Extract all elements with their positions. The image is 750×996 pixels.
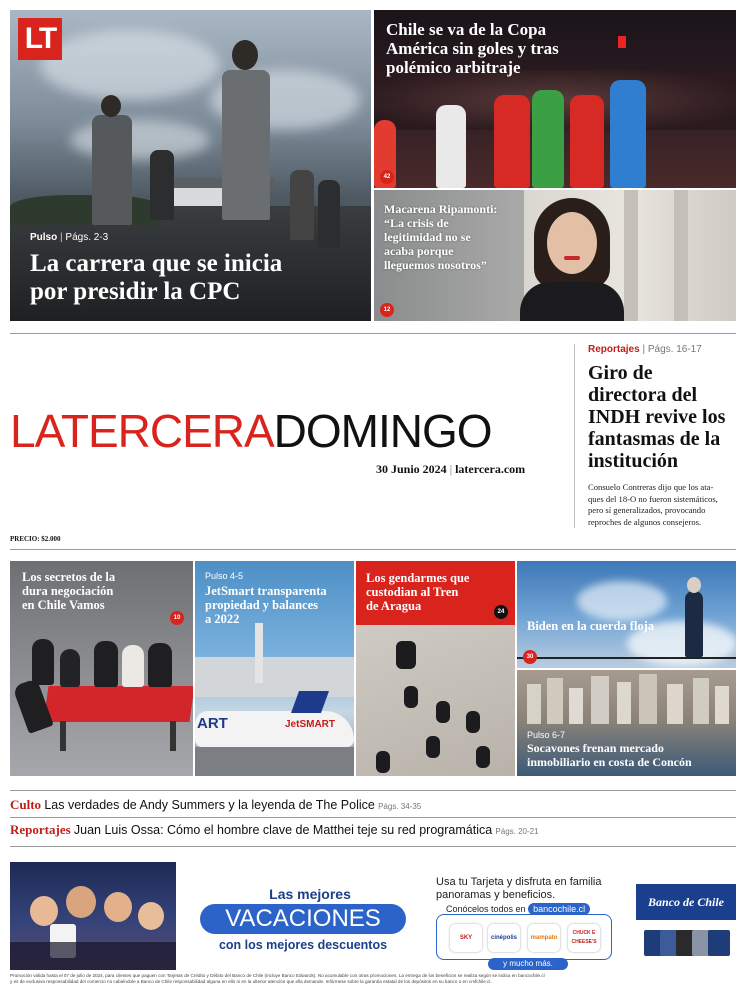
tile-kicker: Pulso 4-5 [205,571,244,581]
lt-logo[interactable]: LT [18,18,62,60]
hero-headline-line: La carrera que se inicia [30,250,283,277]
trees [10,195,160,225]
guard [396,641,416,669]
tile-jetsmart[interactable] [195,561,354,776]
side-pages: Págs. 16-17 [647,344,702,355]
tile-headline-line: inmobiliario en costa de Concón [527,754,692,769]
plane-livery-2: JetSMART [285,719,336,730]
side-headline-line: institución [588,450,679,472]
site-link[interactable]: latercera.com [455,462,526,476]
biden-head [687,577,701,593]
guard [426,736,440,758]
kid-face [30,896,58,926]
portrait-face [547,212,597,274]
link-pages: Págs. 34-35 [378,802,422,811]
side-divider [574,344,575,528]
tile-kicker: Pulso 6-7 [527,730,566,740]
price: PRECIO: $2.000 [10,535,61,543]
cinepolis-logo: cinépolis [488,924,520,952]
sport-headline-line: polémico arbitraje [386,58,521,77]
player-red [494,95,530,188]
side-summary-line: pero sí generalizados, provocando [588,505,706,515]
tile-concon[interactable] [517,670,736,776]
caricature-figure [60,649,80,687]
hero-headline-line: por presidir la CPC [30,278,241,305]
tile-headline-line: a 2022 [205,612,240,626]
guard [476,746,490,768]
tile-headline-line: en Chile Vamos [22,598,105,612]
ad-legal-line: Promoción válida hasta el 07 de julio de 2024, para clientes que paguen con Tarjetas de Crédito y Débito del Banco de Chile (incluye Banco Edwards). No acumulable con otras promociones. La entrega de los beneficios se realiza según se indica en bancochile.cl [10,973,545,978]
guard [466,711,480,733]
tile-headline [366,571,514,613]
sport-headline-line: América sin goles y tras [386,39,559,58]
divider [10,549,736,550]
banco-de-chile-logo: Banco de Chile [636,884,736,920]
ad-know-prefix: Conócelos todos en [446,904,526,914]
link-culto[interactable] [10,797,421,813]
masthead-edition: DOMINGO [273,405,492,457]
mampato-logo: mampato [528,924,560,952]
caricature-figure [94,641,118,687]
page-badge: 24 [494,605,508,619]
sport-headline-line: Chile se va de la Copa [386,20,547,39]
side-headline-line: directora del [588,384,698,406]
link-text: Las verdades de Andy Summers y la leyenda de The Police [44,798,375,812]
tile-headline-line: de Aragua [366,599,422,613]
hero-section: Pulso [30,232,58,243]
tile-headline-line: JetSmart transparenta [205,584,327,598]
tile-headline-line: dura negociación [22,584,114,598]
tile-headline-line: Los gendarmes que [366,571,470,585]
interview-headline-line: lleguemos nosotros” [384,258,487,272]
divider [10,817,736,818]
masthead[interactable] [10,404,492,458]
bank-ad[interactable] [10,862,738,988]
kid-face [138,902,164,930]
control-tower [255,623,263,683]
airplane-tail [291,691,329,713]
hero-pages: Págs. 2-3 [65,232,109,243]
side-kicker: Reportajes | Págs. 16-17 [588,344,702,355]
column [624,190,638,321]
player-white [436,105,466,188]
ad-legal [10,973,738,985]
ad-promo [436,876,636,902]
page-badge: 30 [523,650,537,664]
interview-headline[interactable] [384,202,524,272]
table-leg [170,721,176,751]
portrait-body [520,282,624,321]
caricature-figure [122,645,144,687]
ad-subheadline: con los mejores descuentos [218,938,388,952]
building [527,684,541,724]
ad-link[interactable]: bancochile.cl [528,903,590,915]
divider [10,846,736,847]
sky-logo: SKY [450,924,482,952]
ad-more: y mucho más. [488,958,568,970]
player-green [532,90,564,188]
side-summary-line: Consuelo Contreras dijo que los ata- [588,482,714,492]
tightrope [517,657,736,659]
red-table [43,686,193,722]
interview-headline-line: legitimidad no se [384,230,471,244]
runner-figure [150,150,174,220]
ad-headline: Las mejores [269,886,351,902]
runner-figure [222,70,270,220]
runner-head [101,95,121,117]
runner-figure [290,170,314,240]
ad-promo-line: panoramas y beneficios. [436,889,556,901]
seats [10,942,176,970]
page-badge: 12 [380,303,394,317]
link-section: Reportajes [10,822,71,837]
tile-headline-line: custodian al Tren [366,585,459,599]
side-summary [588,482,738,528]
terminal [195,657,354,697]
cloud [577,581,667,621]
tile-headline-line: propiedad y balances [205,598,318,612]
side-summary-line: ques del 18-O no fueron sistemáticos, [588,493,718,504]
ad-know-more [446,904,590,914]
card [708,930,730,956]
link-pages: Págs. 20-21 [495,827,539,836]
interview-headline-line: Macarena Ripamonti: [384,202,498,216]
building [569,688,583,724]
building [693,678,709,724]
side-headline-line: Giro de [588,362,653,384]
link-text: Juan Luis Ossa: Cómo el hombre clave de Matthei teje su red programática [73,823,493,837]
player-red [570,95,604,188]
tarmac [195,747,354,776]
link-reportajes[interactable] [10,822,539,838]
runner-figure [318,180,340,248]
tile-headline [205,584,353,626]
tile-headline [527,742,735,769]
tile-chile-vamos[interactable] [10,561,193,776]
building [715,686,729,724]
plane-livery: ART [197,715,228,732]
hero-kicker: Pulso | Págs. 2-3 [30,232,109,243]
portrait-lips [564,256,580,260]
side-headline-line: fantasmas de la [588,428,721,450]
interview-headline-line: “La crisis de [384,216,449,230]
cloud [70,120,210,160]
side-headline[interactable] [588,362,738,472]
tile-gendarmes[interactable] [356,561,515,776]
kid-face [66,886,96,918]
hero-headline[interactable] [30,250,360,306]
page-badge: 42 [380,170,394,184]
building [547,678,563,724]
masthead-brand: LATERCERA [10,405,274,457]
ad-photo [10,862,176,970]
caricature-figure [148,643,172,687]
side-summary-line: reproches de algunos consejeros. [588,516,702,527]
page-badge: 10 [170,611,184,625]
side-headline-line: INDH revive los [588,406,726,428]
dateline: 30 Junio 2024 | latercera.com [376,462,526,476]
interview-story[interactable] [374,190,736,321]
table-leg [60,721,66,751]
ad-pill: VACACIONES [200,904,406,934]
sport-story[interactable] [374,10,736,188]
kid-face [104,892,132,922]
building [617,682,631,724]
interview-headline-line: acaba porque [384,244,454,258]
divider [10,790,736,791]
tile-headline: Biden en la cuerda floja [527,619,655,633]
column [674,190,688,321]
link-section: Culto [10,797,42,812]
guard [436,701,450,723]
referee [610,80,646,188]
sport-headline[interactable] [386,20,726,77]
cloud [40,30,220,100]
tile-headline [22,570,192,612]
side-section: Reportajes [588,344,640,355]
ad-legal-line: y es de exclusiva responsabilidad del comercio no cabiéndole a Banco de Chile responsabilidad alguna en ello ni en la ulterior atención que ella demande. Infórmese sobre la garantía estatal de los depósitos en su banco o en cmfchile.cl. [10,979,492,984]
runner-head [232,40,258,70]
guard [404,686,418,708]
ad-promo-line: Usa tu Tarjeta y disfruta en familia [436,876,602,888]
hero-photo-cpc[interactable] [10,10,371,321]
chuck-e-cheese-logo: CHUCK E CHEESE'S [568,924,600,952]
tile-headline-line: Los secretos de la [22,570,116,584]
tile-headline-line: Socavones frenan mercado [527,741,664,755]
date: 30 Junio 2024 [376,462,447,476]
caricature-figure [32,639,54,685]
runner-figure [92,115,132,225]
divider [10,333,736,334]
building [667,684,683,724]
tile-biden[interactable] [517,561,736,668]
building [591,676,609,724]
building [639,674,657,724]
guard [376,751,390,773]
